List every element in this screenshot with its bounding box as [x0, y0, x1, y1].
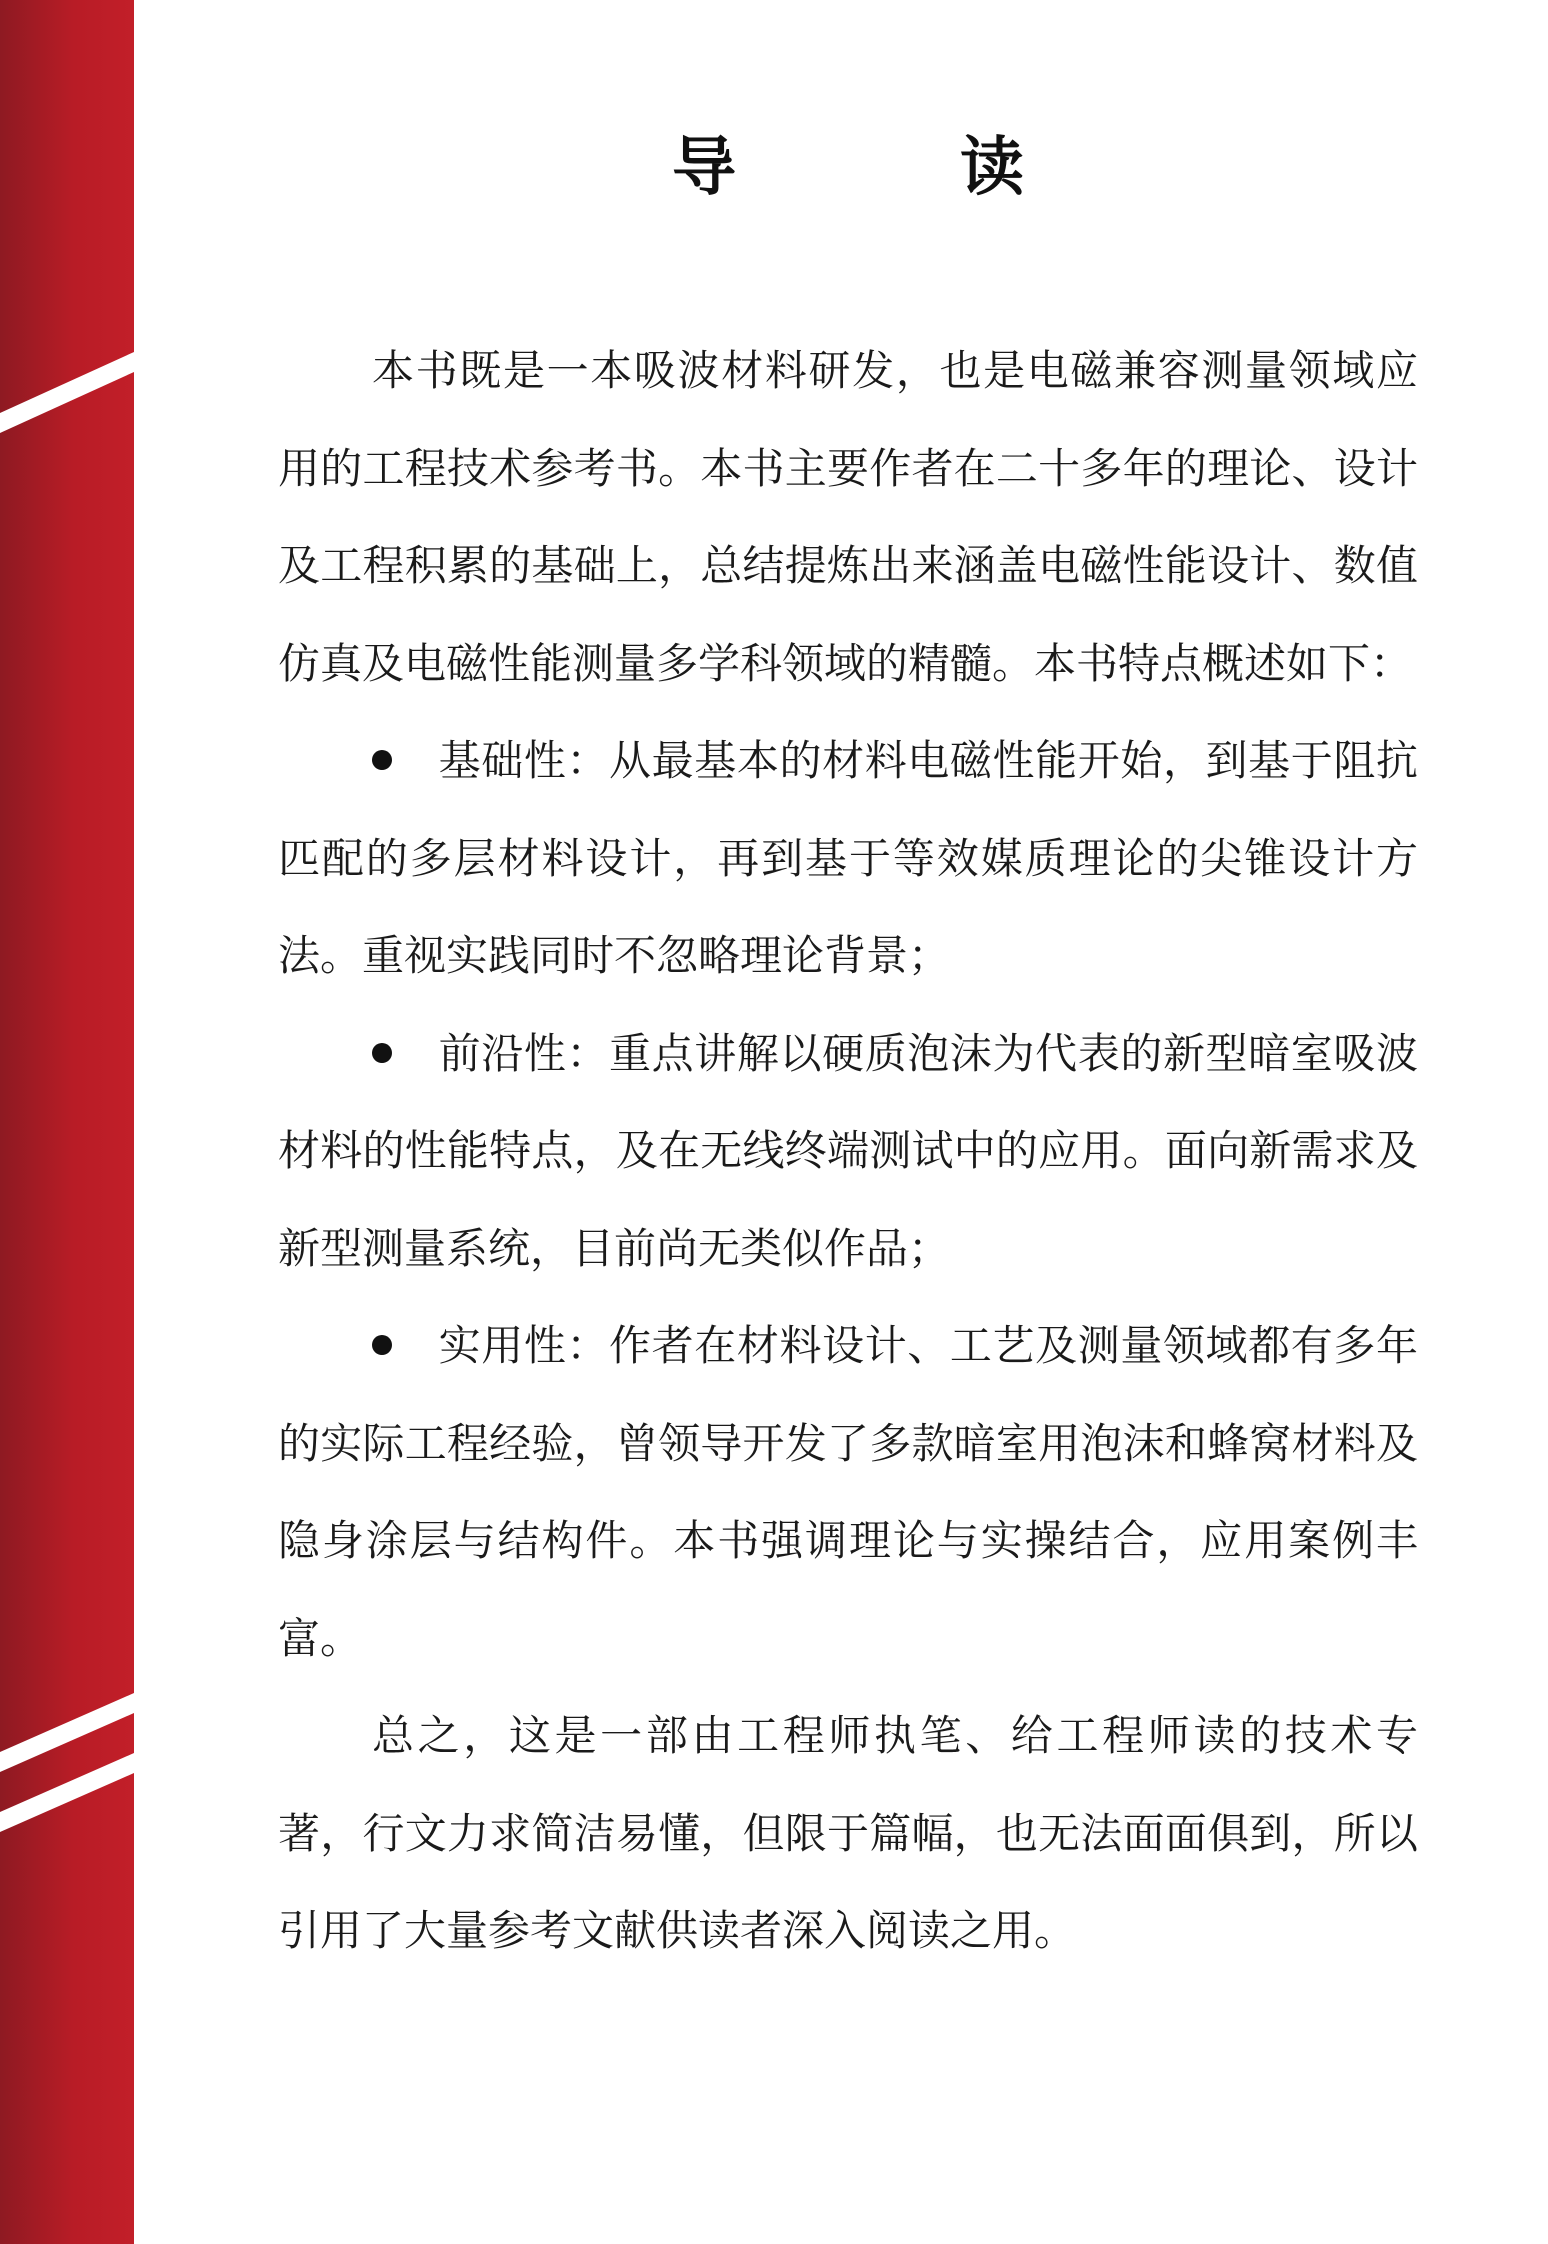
- body-text: [278, 322, 1418, 1980]
- bullet-text: 实用性：作者在材料设计、工艺及测量领域都有多年的实际工程经验，曾领导开发了多款暗室用泡沫和蜂窝材料及隐身涂层与结构件。本书强调理论与实操结合，应用案例丰富。: [278, 1321, 1418, 1663]
- decorative-side-band: [0, 0, 134, 2244]
- bullet-dot-icon: [372, 750, 392, 770]
- conclusion-paragraph: 总之，这是一部由工程师执笔、给工程师读的技术专著，行文力求简洁易懂，但限于篇幅，也无法面面俱到，所以引用了大量参考文献供读者深入阅读之用。: [278, 1711, 1418, 1955]
- intro-paragraph: 本书既是一本吸波材料研发，也是电磁兼容测量领域应用的工程技术参考书。本书主要作者在二十多年的理论、设计及工程积累的基础上，总结提炼出来涵盖电磁性能设计、数值仿真及电磁性能测量多学科领域的精髓。本书特点概述如下：: [278, 346, 1418, 688]
- bullet-text: 基础性：从最基本的材料电磁性能开始，到基于阻抗匹配的多层材料设计，再到基于等效媒质理论的尖锥设计方法。重视实践同时不忽略理论背景；: [278, 736, 1418, 980]
- page-title: 导 读: [672, 131, 1104, 205]
- bullet-item-basics: [278, 712, 1418, 1005]
- bullet-text: 前沿性：重点讲解以硬质泡沫为代表的新型暗室吸波材料的性能特点，及在无线终端测试中的应用。面向新需求及新型测量系统，目前尚无类似作品；: [278, 1028, 1418, 1273]
- bullet-item-frontier: [278, 1005, 1418, 1298]
- stripe-lower-1: [0, 1693, 134, 1772]
- bullet-dot-icon: [372, 1335, 392, 1355]
- bullet-dot-icon: [372, 1043, 392, 1063]
- stripe-lower-2: [0, 1753, 134, 1832]
- white-stripes-decoration: [0, 0, 134, 2244]
- bullet-item-practical: [278, 1297, 1418, 1687]
- stripe-top: [0, 352, 134, 433]
